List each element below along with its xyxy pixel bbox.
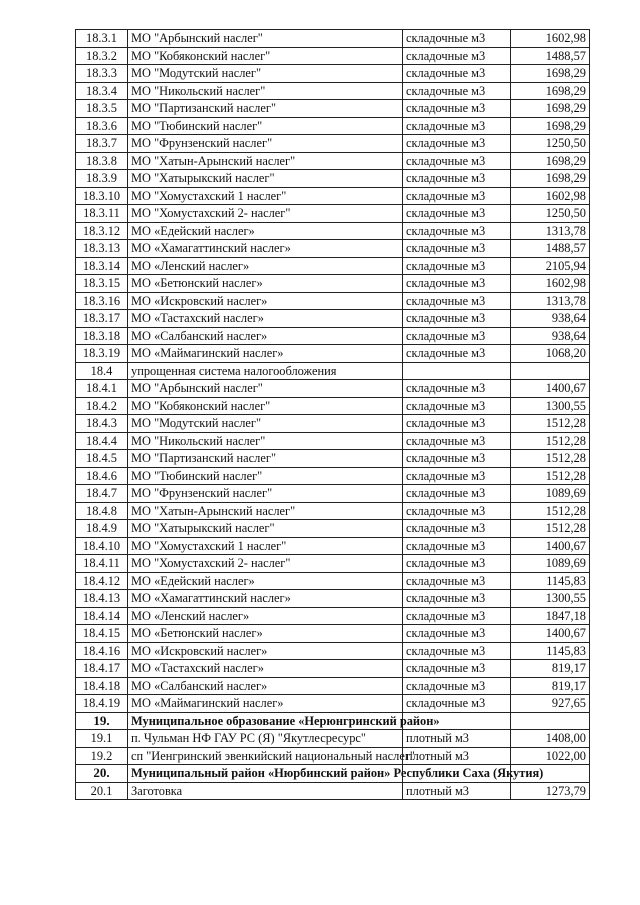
- row-unit-cell: складочные м3: [403, 555, 511, 573]
- row-unit-cell: плотный м3: [403, 730, 511, 748]
- table-row: [76, 152, 590, 170]
- row-name-cell: Муниципальный район «Нюрбинский район» Республики Саха (Якутия): [128, 765, 403, 783]
- row-price-cell: 1300,55: [511, 590, 590, 608]
- row-number-cell: 18.4.6: [76, 467, 128, 485]
- row-price-cell: 1512,28: [511, 502, 590, 520]
- row-unit-cell: складочные м3: [403, 590, 511, 608]
- row-unit-cell: складочные м3: [403, 345, 511, 363]
- table-row: [76, 240, 590, 258]
- row-name-cell: МО «Едейский наслег»: [128, 572, 403, 590]
- table-row: [76, 275, 590, 293]
- table-row: [76, 467, 590, 485]
- row-number-cell: 18.4.19: [76, 695, 128, 713]
- table-row: [76, 660, 590, 678]
- row-number-cell: 18.3.6: [76, 117, 128, 135]
- table-row: [76, 537, 590, 555]
- row-name-cell: сп "Иенгринский эвенкийский национальный наслег": [128, 747, 403, 765]
- row-name-cell: Муниципальное образование «Нерюнгринский район»: [128, 712, 403, 730]
- row-name-cell: МО «Искровский наслег»: [128, 642, 403, 660]
- row-price-cell: 1512,28: [511, 432, 590, 450]
- row-name-cell: МО «Салбанский наслег»: [128, 677, 403, 695]
- table-row: [76, 415, 590, 433]
- row-name-cell: МО "Тюбинский наслег": [128, 467, 403, 485]
- table-row: [76, 642, 590, 660]
- row-unit-cell: складочные м3: [403, 152, 511, 170]
- row-name-cell: МО «Искровский наслег»: [128, 292, 403, 310]
- table-row: [76, 520, 590, 538]
- table-row: [76, 310, 590, 328]
- row-unit-cell: складочные м3: [403, 65, 511, 83]
- row-price-cell: 1512,28: [511, 467, 590, 485]
- row-unit-cell: складочные м3: [403, 432, 511, 450]
- row-price-cell: 1488,57: [511, 240, 590, 258]
- row-number-cell: 18.3.4: [76, 82, 128, 100]
- row-name-cell: МО "Хатырыкский наслег": [128, 170, 403, 188]
- table-row: [76, 30, 590, 48]
- row-number-cell: 18.4.2: [76, 397, 128, 415]
- row-name-cell: упрощенная система налогообложения: [128, 362, 403, 380]
- table-row: [76, 765, 590, 783]
- table-row: [76, 82, 590, 100]
- table-row: [76, 782, 590, 800]
- row-name-cell: МО "Модутский наслег": [128, 415, 403, 433]
- table-row: [76, 450, 590, 468]
- row-number-cell: 18.3.2: [76, 47, 128, 65]
- row-name-cell: МО "Хатын-Арынский наслег": [128, 152, 403, 170]
- row-number-cell: 18.4.8: [76, 502, 128, 520]
- row-price-cell: [511, 362, 590, 380]
- row-number-cell: 19.: [76, 712, 128, 730]
- row-number-cell: 18.3.16: [76, 292, 128, 310]
- row-price-cell: 938,64: [511, 310, 590, 328]
- row-unit-cell: складочные м3: [403, 310, 511, 328]
- row-number-cell: 18.4.3: [76, 415, 128, 433]
- row-name-cell: МО "Арбынский наслег": [128, 380, 403, 398]
- row-price-cell: 819,17: [511, 660, 590, 678]
- row-unit-cell: складочные м3: [403, 467, 511, 485]
- row-price-cell: 1145,83: [511, 572, 590, 590]
- row-unit-cell: складочные м3: [403, 502, 511, 520]
- row-price-cell: 1313,78: [511, 222, 590, 240]
- row-number-cell: 18.4.7: [76, 485, 128, 503]
- row-name-cell: МО «Тастахский наслег»: [128, 660, 403, 678]
- row-price-cell: 1512,28: [511, 450, 590, 468]
- row-name-cell: МО "Кобяконский наслег": [128, 397, 403, 415]
- table-row: [76, 712, 590, 730]
- row-number-cell: 18.4.10: [76, 537, 128, 555]
- row-price-cell: 1273,79: [511, 782, 590, 800]
- row-name-cell: МО "Партизанский наслег": [128, 450, 403, 468]
- row-name-cell: МО «Хамагаттинский наслег»: [128, 240, 403, 258]
- row-number-cell: 18.3.19: [76, 345, 128, 363]
- row-unit-cell: складочные м3: [403, 240, 511, 258]
- table-row: [76, 100, 590, 118]
- row-price-cell: 1698,29: [511, 65, 590, 83]
- row-number-cell: 18.3.10: [76, 187, 128, 205]
- row-name-cell: МО "Кобяконский наслег": [128, 47, 403, 65]
- row-name-cell: МО «Хамагаттинский наслег»: [128, 590, 403, 608]
- row-number-cell: 18.3.5: [76, 100, 128, 118]
- row-name-cell: МО «Тастахский наслег»: [128, 310, 403, 328]
- table-row: [76, 380, 590, 398]
- row-unit-cell: складочные м3: [403, 677, 511, 695]
- row-unit-cell: складочные м3: [403, 117, 511, 135]
- table-row: [76, 502, 590, 520]
- row-unit-cell: складочные м3: [403, 397, 511, 415]
- row-name-cell: МО «Едейский наслег»: [128, 222, 403, 240]
- row-name-cell: МО "Тюбинский наслег": [128, 117, 403, 135]
- table-row: [76, 362, 590, 380]
- row-number-cell: 18.3.8: [76, 152, 128, 170]
- row-name-cell: МО «Ленский наслег»: [128, 607, 403, 625]
- table-row: [76, 205, 590, 223]
- row-number-cell: 18.4.13: [76, 590, 128, 608]
- row-unit-cell: складочные м3: [403, 47, 511, 65]
- table-row: [76, 695, 590, 713]
- row-unit-cell: складочные м3: [403, 572, 511, 590]
- row-unit-cell: складочные м3: [403, 222, 511, 240]
- table-body: [76, 30, 590, 800]
- row-number-cell: 18.3.14: [76, 257, 128, 275]
- row-price-cell: 1698,29: [511, 82, 590, 100]
- row-number-cell: 18.4.4: [76, 432, 128, 450]
- row-number-cell: 18.3.15: [76, 275, 128, 293]
- row-number-cell: 18.3.1: [76, 30, 128, 48]
- row-price-cell: 1145,83: [511, 642, 590, 660]
- table-row: [76, 170, 590, 188]
- row-number-cell: 18.3.17: [76, 310, 128, 328]
- table-row: [76, 572, 590, 590]
- row-unit-cell: складочные м3: [403, 520, 511, 538]
- row-name-cell: МО "Хомустахский 1 наслег": [128, 537, 403, 555]
- row-price-cell: 1400,67: [511, 537, 590, 555]
- row-unit-cell: складочные м3: [403, 170, 511, 188]
- table-row: [76, 730, 590, 748]
- row-price-cell: 1488,57: [511, 47, 590, 65]
- row-price-cell: 1698,29: [511, 152, 590, 170]
- row-price-cell: 1400,67: [511, 380, 590, 398]
- row-price-cell: 819,17: [511, 677, 590, 695]
- row-unit-cell: складочные м3: [403, 450, 511, 468]
- row-name-cell: МО "Хатын-Арынский наслег": [128, 502, 403, 520]
- table-row: [76, 222, 590, 240]
- table-row: [76, 432, 590, 450]
- row-name-cell: Заготовка: [128, 782, 403, 800]
- row-unit-cell: складочные м3: [403, 327, 511, 345]
- table-row: [76, 292, 590, 310]
- row-unit-cell: складочные м3: [403, 642, 511, 660]
- table-row: [76, 485, 590, 503]
- table-row: [76, 47, 590, 65]
- table-row: [76, 257, 590, 275]
- row-name-cell: МО «Бетюнский наслег»: [128, 275, 403, 293]
- row-name-cell: МО «Маймагинский наслег»: [128, 345, 403, 363]
- row-unit-cell: [403, 362, 511, 380]
- row-number-cell: 18.4.14: [76, 607, 128, 625]
- row-name-cell: МО "Партизанский наслег": [128, 100, 403, 118]
- row-price-cell: [511, 712, 590, 730]
- table-row: [76, 345, 590, 363]
- row-price-cell: 1408,00: [511, 730, 590, 748]
- row-price-cell: 1698,29: [511, 100, 590, 118]
- table-row: [76, 625, 590, 643]
- row-price-cell: 1250,50: [511, 135, 590, 153]
- row-number-cell: 18.3.11: [76, 205, 128, 223]
- row-price-cell: 1089,69: [511, 555, 590, 573]
- row-number-cell: 18.4.12: [76, 572, 128, 590]
- row-price-cell: 1250,50: [511, 205, 590, 223]
- row-number-cell: 18.4: [76, 362, 128, 380]
- row-unit-cell: складочные м3: [403, 135, 511, 153]
- row-price-cell: 1602,98: [511, 30, 590, 48]
- row-number-cell: 18.4.18: [76, 677, 128, 695]
- row-price-cell: 2105,94: [511, 257, 590, 275]
- row-number-cell: 20.1: [76, 782, 128, 800]
- row-name-cell: МО "Никольский наслег": [128, 432, 403, 450]
- row-name-cell: МО "Хомустахский 2- наслег": [128, 205, 403, 223]
- row-price-cell: 1068,20: [511, 345, 590, 363]
- row-name-cell: МО "Хатырыкский наслег": [128, 520, 403, 538]
- row-number-cell: 20.: [76, 765, 128, 783]
- row-name-cell: МО "Арбынский наслег": [128, 30, 403, 48]
- row-name-cell: МО «Маймагинский наслег»: [128, 695, 403, 713]
- row-unit-cell: складочные м3: [403, 380, 511, 398]
- row-price-cell: 1512,28: [511, 520, 590, 538]
- table-row: [76, 327, 590, 345]
- row-name-cell: МО «Салбанский наслег»: [128, 327, 403, 345]
- row-unit-cell: складочные м3: [403, 695, 511, 713]
- row-unit-cell: складочные м3: [403, 485, 511, 503]
- row-price-cell: 1313,78: [511, 292, 590, 310]
- row-number-cell: 19.1: [76, 730, 128, 748]
- row-unit-cell: складочные м3: [403, 537, 511, 555]
- row-unit-cell: плотный м3: [403, 747, 511, 765]
- row-name-cell: МО "Фрунзенский наслег": [128, 485, 403, 503]
- table-row: [76, 187, 590, 205]
- row-name-cell: МО "Хомустахский 2- наслег": [128, 555, 403, 573]
- row-unit-cell: складочные м3: [403, 100, 511, 118]
- row-unit-cell: складочные м3: [403, 82, 511, 100]
- row-name-cell: МО "Фрунзенский наслег": [128, 135, 403, 153]
- row-price-cell: 1847,18: [511, 607, 590, 625]
- table-row: [76, 555, 590, 573]
- row-unit-cell: складочные м3: [403, 415, 511, 433]
- table-row: [76, 135, 590, 153]
- row-unit-cell: складочные м3: [403, 625, 511, 643]
- table-row: [76, 590, 590, 608]
- row-number-cell: 18.3.9: [76, 170, 128, 188]
- row-number-cell: 18.4.11: [76, 555, 128, 573]
- row-price-cell: 1602,98: [511, 187, 590, 205]
- row-name-cell: МО "Хомустахский 1 наслег": [128, 187, 403, 205]
- row-unit-cell: складочные м3: [403, 607, 511, 625]
- row-unit-cell: складочные м3: [403, 275, 511, 293]
- row-number-cell: 18.4.17: [76, 660, 128, 678]
- row-number-cell: 18.4.5: [76, 450, 128, 468]
- table-row: [76, 117, 590, 135]
- row-price-cell: 1512,28: [511, 415, 590, 433]
- table-row: [76, 677, 590, 695]
- row-unit-cell: складочные м3: [403, 187, 511, 205]
- row-number-cell: 19.2: [76, 747, 128, 765]
- row-price-cell: 1602,98: [511, 275, 590, 293]
- row-number-cell: 18.3.7: [76, 135, 128, 153]
- row-unit-cell: складочные м3: [403, 292, 511, 310]
- price-table: [75, 29, 590, 800]
- row-price-cell: 1022,00: [511, 747, 590, 765]
- row-unit-cell: складочные м3: [403, 30, 511, 48]
- row-number-cell: 18.4.15: [76, 625, 128, 643]
- row-unit-cell: плотный м3: [403, 782, 511, 800]
- table-row: [76, 607, 590, 625]
- row-name-cell: МО "Никольский наслег": [128, 82, 403, 100]
- row-number-cell: 18.3.3: [76, 65, 128, 83]
- row-unit-cell: складочные м3: [403, 257, 511, 275]
- row-number-cell: 18.4.1: [76, 380, 128, 398]
- row-unit-cell: складочные м3: [403, 205, 511, 223]
- row-price-cell: 1698,29: [511, 170, 590, 188]
- row-price-cell: 938,64: [511, 327, 590, 345]
- row-price-cell: 1300,55: [511, 397, 590, 415]
- row-name-cell: п. Чульман НФ ГАУ РС (Я) "Якутлесресурс": [128, 730, 403, 748]
- row-price-cell: 1400,67: [511, 625, 590, 643]
- row-number-cell: 18.3.13: [76, 240, 128, 258]
- row-number-cell: 18.4.16: [76, 642, 128, 660]
- table-row: [76, 397, 590, 415]
- row-number-cell: 18.3.12: [76, 222, 128, 240]
- row-number-cell: 18.3.18: [76, 327, 128, 345]
- row-name-cell: МО «Ленский наслег»: [128, 257, 403, 275]
- table-row: [76, 65, 590, 83]
- table-row: [76, 747, 590, 765]
- row-price-cell: 1089,69: [511, 485, 590, 503]
- row-name-cell: МО «Бетюнский наслег»: [128, 625, 403, 643]
- row-number-cell: 18.4.9: [76, 520, 128, 538]
- row-name-cell: МО "Модутский наслег": [128, 65, 403, 83]
- row-unit-cell: складочные м3: [403, 660, 511, 678]
- row-price-cell: 927,65: [511, 695, 590, 713]
- row-price-cell: 1698,29: [511, 117, 590, 135]
